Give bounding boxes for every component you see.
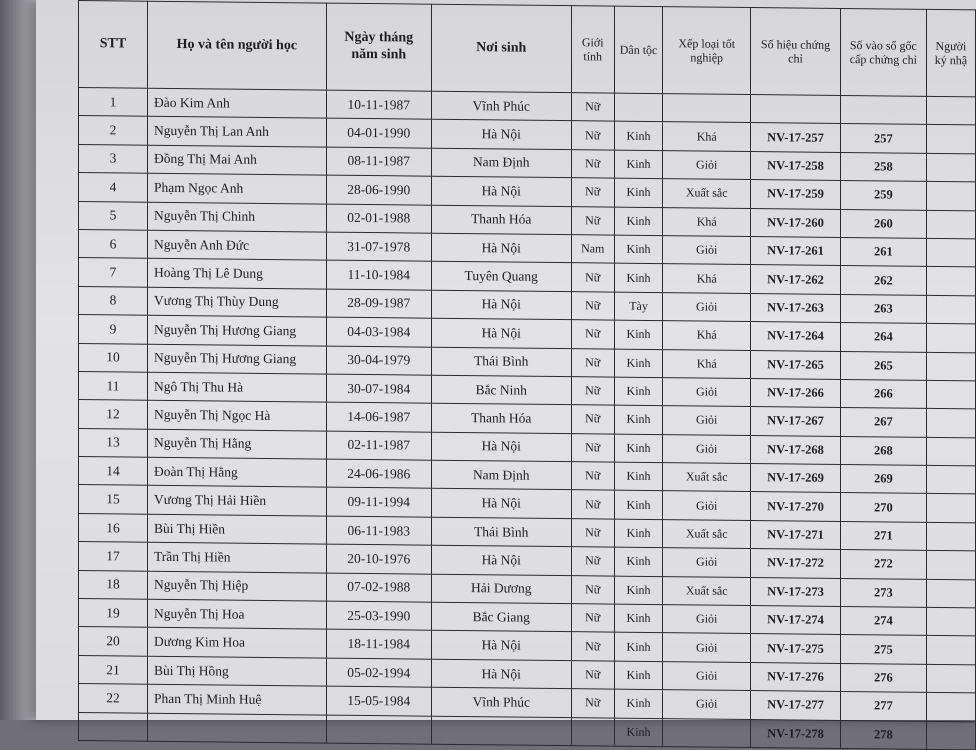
cell-signature xyxy=(926,579,975,608)
cell-birthplace: Hà Nội xyxy=(431,545,571,575)
cell-dob: 25-03-1990 xyxy=(326,601,431,630)
cell-grade: Xuất sắc xyxy=(663,179,751,208)
cell-cert-no: NV-17-258 xyxy=(751,151,841,180)
cell-stt: 14 xyxy=(79,457,148,486)
cell-book-no: 277 xyxy=(840,692,926,721)
cell-cert-no: NV-17-263 xyxy=(751,293,841,322)
cell-signature xyxy=(926,352,975,381)
cell-name: Hoàng Thị Lê Dung xyxy=(148,259,327,289)
cell-gender: Nữ xyxy=(571,291,614,320)
cell-birthplace: Bắc Giang xyxy=(431,602,571,632)
cell-grade: Giỏi xyxy=(663,491,751,520)
col-header-ethnicity: Dân tộc xyxy=(614,6,663,94)
col-header-signer: Người ký nhậ xyxy=(926,9,975,97)
cell-signature xyxy=(926,693,975,722)
cell-signature xyxy=(926,551,975,580)
cell-gender: Nữ xyxy=(571,263,614,292)
cell-dob xyxy=(326,715,431,744)
cell-signature xyxy=(926,182,975,211)
cell-birthplace: Tuyên Quang xyxy=(431,262,571,292)
cell-book-no: 258 xyxy=(840,152,926,181)
cell-book-no xyxy=(840,95,926,124)
cell-grade: Khá xyxy=(663,321,751,350)
cell-grade: Giỏi xyxy=(663,150,751,179)
cell-signature xyxy=(926,153,975,182)
cell-birthplace: Hà Nội xyxy=(431,176,571,206)
cell-stt: 6 xyxy=(79,229,148,258)
cell-gender: Nữ xyxy=(571,689,614,718)
cell-ethnicity: Kinh xyxy=(614,207,663,236)
cell-signature xyxy=(926,324,975,353)
cell-ethnicity: Kinh xyxy=(614,689,663,718)
cell-stt: 3 xyxy=(79,144,148,173)
cell-grade: Xuất sắc xyxy=(663,576,751,605)
cell-signature xyxy=(926,494,975,523)
col-header-stt: STT xyxy=(79,1,148,89)
cell-birthplace: Bắc Ninh xyxy=(431,375,571,405)
col-header-grade: Xếp loại tốt nghiệp xyxy=(663,7,751,95)
cell-birthplace: Hà Nội xyxy=(431,489,571,519)
cell-cert-no: NV-17-276 xyxy=(751,662,841,691)
cell-stt: 21 xyxy=(79,655,148,684)
cell-cert-no: NV-17-271 xyxy=(751,520,841,549)
cell-book-no: 274 xyxy=(840,607,926,636)
cell-dob: 02-01-1988 xyxy=(326,204,431,233)
cell-dob: 30-07-1984 xyxy=(326,374,431,403)
cell-signature xyxy=(926,636,975,665)
cell-dob: 24-06-1986 xyxy=(326,459,431,488)
cell-cert-no: NV-17-268 xyxy=(751,435,841,464)
cell-cert-no: NV-17-265 xyxy=(751,350,841,379)
cell-stt: 22 xyxy=(79,684,148,713)
cell-name: Vương Thị Hải Hiền xyxy=(148,486,327,516)
cell-birthplace: Hà Nội xyxy=(431,659,571,689)
cell-dob: 08-11-1987 xyxy=(326,147,431,176)
cell-gender: Nữ xyxy=(571,405,614,434)
cell-name: Vương Thị Thùy Dung xyxy=(148,287,327,317)
cell-cert-no: NV-17-257 xyxy=(751,123,841,152)
cell-birthplace xyxy=(431,716,571,746)
cell-name: Nguyễn Thị Lan Anh xyxy=(148,117,327,147)
cell-dob: 05-02-1994 xyxy=(326,658,431,687)
cell-grade: Giỏi xyxy=(663,661,751,690)
cell-dob: 02-11-1987 xyxy=(326,431,431,460)
cell-cert-no: NV-17-274 xyxy=(751,606,841,635)
cell-dob: 18-11-1984 xyxy=(326,630,431,659)
cell-gender: Nữ xyxy=(571,206,614,235)
cell-ethnicity: Kinh xyxy=(614,122,663,151)
certificate-register-table xyxy=(78,0,976,750)
cell-gender: Nữ xyxy=(571,519,614,548)
cell-gender: Nữ xyxy=(571,490,614,519)
cell-gender xyxy=(571,717,614,746)
cell-dob: 31-07-1978 xyxy=(326,232,431,261)
cell-birthplace: Thái Bình xyxy=(431,517,571,547)
cell-stt: 19 xyxy=(79,599,148,628)
cell-cert-no: NV-17-273 xyxy=(751,577,841,606)
cell-birthplace: Hà Nội xyxy=(431,290,571,320)
cell-ethnicity: Kinh xyxy=(614,235,663,264)
col-header-cert-no: Số hiệu chứng chỉ xyxy=(751,8,841,96)
cell-birthplace: Nam Định xyxy=(431,148,571,178)
cell-dob: 06-11-1983 xyxy=(326,516,431,545)
cell-cert-no: NV-17-269 xyxy=(751,464,841,493)
cell-ethnicity: Kinh xyxy=(614,377,663,406)
cell-name: Đoàn Thị Hằng xyxy=(148,457,327,487)
cell-book-no: 263 xyxy=(840,294,926,323)
cell-ethnicity: Kinh xyxy=(614,547,663,576)
cell-book-no: 265 xyxy=(840,351,926,380)
cell-ethnicity: Kinh xyxy=(614,434,663,463)
cell-book-no: 269 xyxy=(840,465,926,494)
cell-cert-no: NV-17-270 xyxy=(751,492,841,521)
cell-grade: Giỏi xyxy=(663,690,751,719)
cell-book-no: 267 xyxy=(840,408,926,437)
cell-grade: Khá xyxy=(663,122,751,151)
cell-cert-no: NV-17-261 xyxy=(751,236,841,265)
cell-name: Nguyễn Thị Hằng xyxy=(148,429,327,459)
cell-ethnicity: Kinh xyxy=(614,576,663,605)
cell-ethnicity: Kinh xyxy=(614,320,663,349)
cell-birthplace: Hà Nội xyxy=(431,432,571,462)
cell-stt: 5 xyxy=(79,201,148,230)
cell-birthplace: Thanh Hóa xyxy=(431,403,571,433)
col-header-dob: Ngày tháng năm sinh xyxy=(326,3,431,91)
cell-grade: Giỏi xyxy=(663,434,751,463)
cell-name: Nguyễn Thị Hương Giang xyxy=(148,344,327,374)
cell-birthplace: Hà Nội xyxy=(431,120,571,150)
cell-birthplace: Nam Định xyxy=(431,460,571,490)
col-header-birthplace: Nơi sinh xyxy=(431,4,571,92)
cell-book-no: 270 xyxy=(840,493,926,522)
cell-stt: 1 xyxy=(79,88,148,117)
cell-signature xyxy=(926,295,975,324)
cell-signature xyxy=(926,607,975,636)
col-header-gender: Giới tính xyxy=(571,6,614,93)
cell-stt: 15 xyxy=(79,485,148,514)
cell-book-no: 272 xyxy=(840,550,926,579)
register-page xyxy=(36,0,976,742)
cell-ethnicity: Kinh xyxy=(614,491,663,520)
cell-book-no: 262 xyxy=(840,266,926,295)
cell-gender: Nữ xyxy=(571,547,614,576)
cell-signature xyxy=(926,522,975,551)
cell-name: Dương Kim Hoa xyxy=(148,628,327,658)
cell-signature xyxy=(926,437,975,466)
cell-gender: Nữ xyxy=(571,149,614,178)
cell-dob: 30-04-1979 xyxy=(326,346,431,375)
cell-grade: Khá xyxy=(663,264,751,293)
cell-name: Đào Kim Anh xyxy=(148,88,327,118)
cell-grade: Xuất sắc xyxy=(663,463,751,492)
cell-signature xyxy=(926,721,975,750)
cell-name: Nguyễn Thị Hoa xyxy=(148,599,327,629)
cell-cert-no: NV-17-260 xyxy=(751,208,841,237)
cell-ethnicity xyxy=(614,93,663,122)
cell-signature xyxy=(926,238,975,267)
cell-cert-no: NV-17-278 xyxy=(751,719,841,748)
cell-grade: Giỏi xyxy=(663,292,751,321)
cell-ethnicity: Kinh xyxy=(614,462,663,491)
cell-dob: 28-06-1990 xyxy=(326,175,431,204)
cell-birthplace: Hà Nội xyxy=(431,318,571,348)
cell-name: Phan Thị Minh Huệ xyxy=(148,684,327,714)
cell-gender: Nữ xyxy=(571,433,614,462)
cell-signature xyxy=(926,409,975,438)
cell-ethnicity: Kinh xyxy=(614,718,663,747)
cell-ethnicity: Kinh xyxy=(614,150,663,179)
cell-gender: Nữ xyxy=(571,462,614,491)
cell-grade xyxy=(663,94,751,123)
cell-stt: 10 xyxy=(79,343,148,372)
cell-birthplace: Vĩnh Phúc xyxy=(431,91,571,121)
cell-book-no: 264 xyxy=(840,323,926,352)
cell-stt: 18 xyxy=(79,570,148,599)
cell-dob: 11-10-1984 xyxy=(326,260,431,289)
cell-grade: Giỏi xyxy=(663,378,751,407)
cell-ethnicity: Kinh xyxy=(614,178,663,207)
cell-gender: Nữ xyxy=(571,575,614,604)
cell-book-no: 273 xyxy=(840,578,926,607)
cell-birthplace: Hải Dương xyxy=(431,574,571,604)
cell-signature xyxy=(926,664,975,693)
cell-gender: Nữ xyxy=(571,604,614,633)
cell-gender: Nữ xyxy=(571,632,614,661)
cell-book-no: 260 xyxy=(840,209,926,238)
cell-cert-no: NV-17-275 xyxy=(751,634,841,663)
cell-dob: 28-09-1987 xyxy=(326,289,431,318)
cell-cert-no xyxy=(751,95,841,124)
cell-gender: Nữ xyxy=(571,660,614,689)
cell-dob: 04-01-1990 xyxy=(326,118,431,147)
cell-signature xyxy=(926,380,975,409)
cell-name xyxy=(148,713,327,743)
cell-name: Đồng Thị Mai Anh xyxy=(148,145,327,175)
cell-ethnicity: Kinh xyxy=(614,604,663,633)
header-row xyxy=(79,1,976,97)
cell-book-no: 275 xyxy=(840,635,926,664)
cell-stt: 9 xyxy=(79,315,148,344)
cell-stt: 2 xyxy=(79,116,148,145)
cell-name: Bùi Thị Hiền xyxy=(148,514,327,544)
cell-gender: Nữ xyxy=(571,377,614,406)
cell-grade: Giỏi xyxy=(663,236,751,265)
cell-book-no: 259 xyxy=(840,181,926,210)
cell-name: Nguyễn Thị Chinh xyxy=(148,202,327,232)
cell-ethnicity: Kinh xyxy=(614,633,663,662)
cell-cert-no: NV-17-272 xyxy=(751,549,841,578)
cell-grade: Khá xyxy=(663,349,751,378)
cell-name: Phạm Ngọc Anh xyxy=(148,173,327,203)
cell-cert-no: NV-17-262 xyxy=(751,265,841,294)
cell-dob: 07-02-1988 xyxy=(326,573,431,602)
cell-birthplace: Hà Nội xyxy=(431,631,571,661)
cell-dob: 15-05-1984 xyxy=(326,686,431,715)
cell-name: Bùi Thị Hồng xyxy=(148,656,327,686)
cell-name: Ngô Thị Thu Hà xyxy=(148,372,327,402)
cell-name: Nguyễn Thị Hiệp xyxy=(148,571,327,601)
cell-signature xyxy=(926,210,975,239)
cell-signature xyxy=(926,465,975,494)
cell-book-no: 278 xyxy=(840,720,926,749)
cell-grade: Xuất sắc xyxy=(663,519,751,548)
cell-ethnicity: Kinh xyxy=(614,661,663,690)
cell-gender: Nữ xyxy=(571,320,614,349)
cell-ethnicity: Kinh xyxy=(614,349,663,378)
cell-stt xyxy=(79,712,148,741)
cell-birthplace: Hà Nội xyxy=(431,233,571,263)
cell-stt: 8 xyxy=(79,286,148,315)
cell-stt: 20 xyxy=(79,627,148,656)
cell-book-no: 276 xyxy=(840,663,926,692)
cell-grade: Giỏi xyxy=(663,548,751,577)
cell-grade: Khá xyxy=(663,207,751,236)
cell-gender: Nữ xyxy=(571,178,614,207)
cell-book-no: 266 xyxy=(840,379,926,408)
cell-dob: 14-06-1987 xyxy=(326,402,431,431)
cell-ethnicity: Kinh xyxy=(614,263,663,292)
cell-signature xyxy=(926,96,975,125)
cell-stt: 11 xyxy=(79,371,148,400)
cell-ethnicity: Tày xyxy=(614,292,663,321)
cell-stt: 17 xyxy=(79,542,148,571)
cell-grade: Giỏi xyxy=(663,605,751,634)
cell-dob: 04-03-1984 xyxy=(326,317,431,346)
cell-gender: Nữ xyxy=(571,121,614,150)
cell-gender: Nữ xyxy=(571,93,614,122)
cell-name: Nguyễn Anh Đức xyxy=(148,230,327,260)
book-spine xyxy=(0,0,40,720)
cell-cert-no: NV-17-259 xyxy=(751,180,841,209)
cell-grade: Giỏi xyxy=(663,633,751,662)
cell-ethnicity: Kinh xyxy=(614,519,663,548)
cell-dob: 09-11-1994 xyxy=(326,488,431,517)
cell-grade: Giỏi xyxy=(663,406,751,435)
cell-stt: 16 xyxy=(79,513,148,542)
cell-stt: 12 xyxy=(79,400,148,429)
cell-dob: 20-10-1976 xyxy=(326,544,431,573)
cell-ethnicity: Kinh xyxy=(614,405,663,434)
cell-gender: Nam xyxy=(571,235,614,264)
cell-birthplace: Vĩnh Phúc xyxy=(431,687,571,717)
cell-book-no: 268 xyxy=(840,436,926,465)
col-header-name: Họ và tên người học xyxy=(148,1,327,90)
cell-stt: 7 xyxy=(79,258,148,287)
cell-book-no: 271 xyxy=(840,521,926,550)
col-header-book-no: Số vào sổ gốc cấp chứng chỉ xyxy=(840,8,926,96)
cell-cert-no: NV-17-264 xyxy=(751,322,841,351)
cell-name: Nguyễn Thị Hương Giang xyxy=(148,315,327,345)
cell-name: Trần Thị Hiền xyxy=(148,542,327,572)
cell-book-no: 257 xyxy=(840,124,926,153)
cell-book-no: 261 xyxy=(840,237,926,266)
cell-dob: 10-11-1987 xyxy=(326,90,431,119)
cell-birthplace: Thanh Hóa xyxy=(431,205,571,235)
cell-name: Nguyễn Thị Ngọc Hà xyxy=(148,401,327,431)
cell-stt: 4 xyxy=(79,173,148,202)
cell-grade xyxy=(663,718,751,747)
cell-cert-no: NV-17-266 xyxy=(751,378,841,407)
cell-gender: Nữ xyxy=(571,348,614,377)
cell-signature xyxy=(926,125,975,154)
cell-signature xyxy=(926,267,975,296)
cell-birthplace: Thái Bình xyxy=(431,347,571,377)
cell-stt: 13 xyxy=(79,428,148,457)
cell-cert-no: NV-17-277 xyxy=(751,691,841,720)
cell-cert-no: NV-17-267 xyxy=(751,407,841,436)
